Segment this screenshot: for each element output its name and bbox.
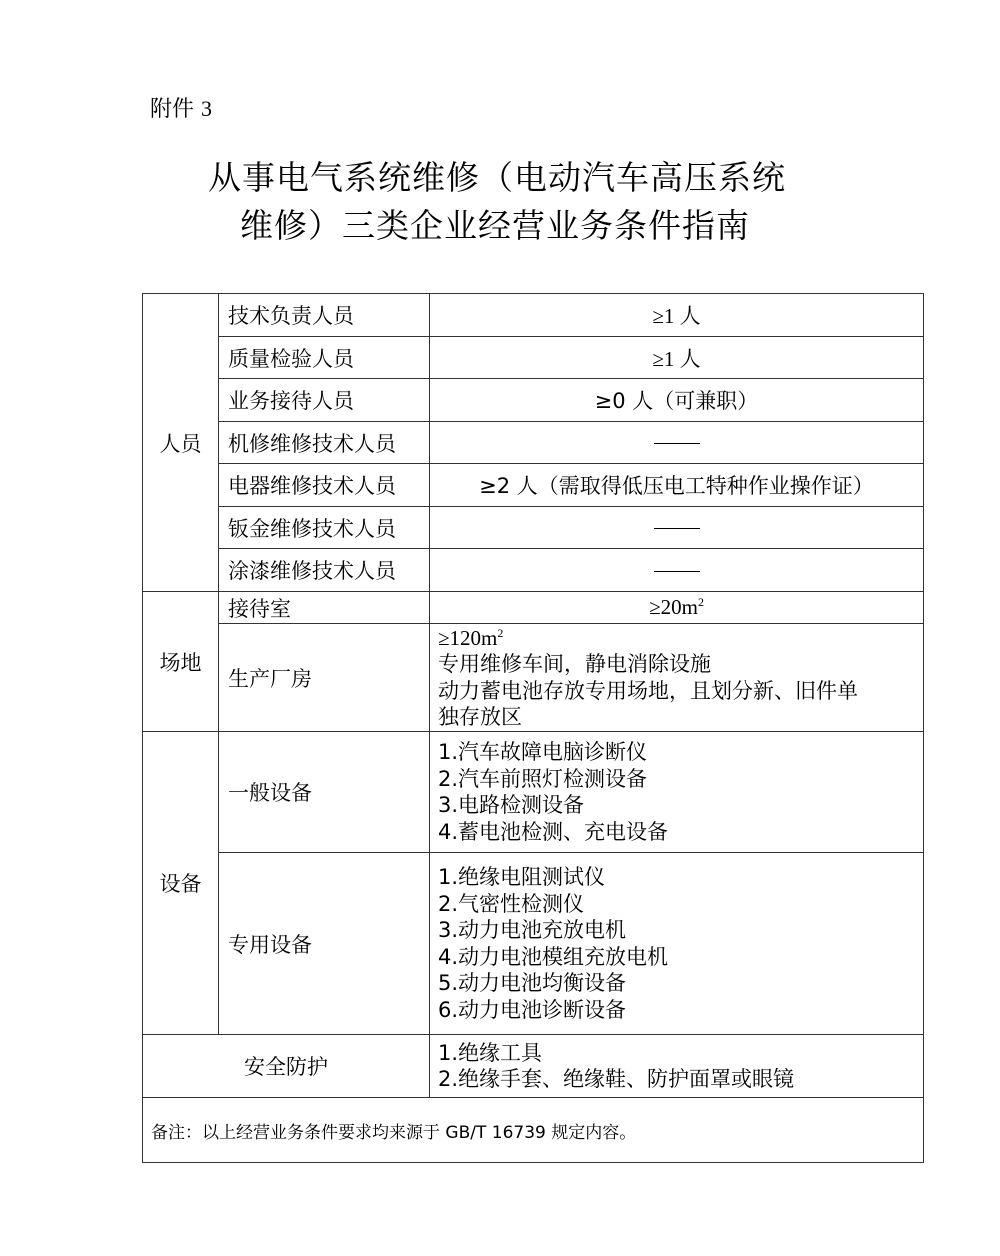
table-row [143,422,924,464]
item-label: 专用设备 [219,853,430,1035]
workshop-requirements: $\ge 120m^2$ 专用维修车间，静电消除设施 动力蓄电池存放专用场地，且划分新、旧件单 独存放区 [430,624,924,732]
table-row [143,464,924,507]
document-title-line-1: 从事电气系统维修（电动汽车高压系统 [208,158,786,197]
item-label: 质量检验人员 [219,337,430,379]
dash-mark [654,443,700,444]
category-safety: 安全防护 [143,1035,430,1098]
document-title-line-2: 维修）三类企业经营业务条件指南 [240,206,750,245]
table-row [143,1098,924,1163]
dash-mark [654,528,700,529]
item-label: 一般设备 [219,732,430,853]
table-row [143,507,924,549]
item-value [430,422,924,464]
table-row [143,379,924,422]
table-note: 备注：以上经营业务条件要求均来源于 GB/T 16739 规定内容。 [143,1098,924,1163]
item-label: 技术负责人员 [219,294,430,337]
requirements-table [142,293,924,1163]
item-value: $\ge 20m^2$ [430,592,924,624]
item-value: ≥0 人（可兼职） [430,379,924,422]
table-row [143,624,924,732]
item-label: 接待室 [219,592,430,624]
item-label: 业务接待人员 [219,379,430,422]
table-row [143,592,924,624]
item-label: 机修维修技术人员 [219,422,430,464]
item-value: ≥1 人 [430,294,924,337]
category-equipment: 设备 [143,732,219,1035]
item-value [430,507,924,549]
category-site: 场地 [143,592,219,732]
special-equipment-list: 1.绝缘电阻测试仪 2.气密性检测仪 3.动力电池充放电机 4.动力电池模组充放电机 5.动力电池均衡设备 6.动力电池诊断设备 [430,853,924,1035]
general-equipment-list: 1.汽车故障电脑诊断仪 2.汽车前照灯检测设备 3.电路检测设备 4.蓄电池检测、充电设备 [430,732,924,853]
table-row [143,1035,924,1098]
item-label: 涂漆维修技术人员 [219,549,430,592]
table-row [143,853,924,1035]
table-row [143,732,924,853]
table-row [143,294,924,337]
item-value: ≥2 人（需取得低压电工特种作业操作证） [430,464,924,507]
table-row [143,337,924,379]
item-label: 生产厂房 [219,624,430,732]
attachment-label: 附件 3 [150,96,213,122]
item-value: ≥1 人 [430,337,924,379]
safety-list: 1.绝缘工具 2.绝缘手套、绝缘鞋、防护面罩或眼镜 [430,1035,924,1098]
item-label: 电器维修技术人员 [219,464,430,507]
category-personnel: 人员 [143,294,219,592]
table-row [143,549,924,592]
item-label: 钣金维修技术人员 [219,507,430,549]
item-value [430,549,924,592]
dash-mark [654,571,700,572]
